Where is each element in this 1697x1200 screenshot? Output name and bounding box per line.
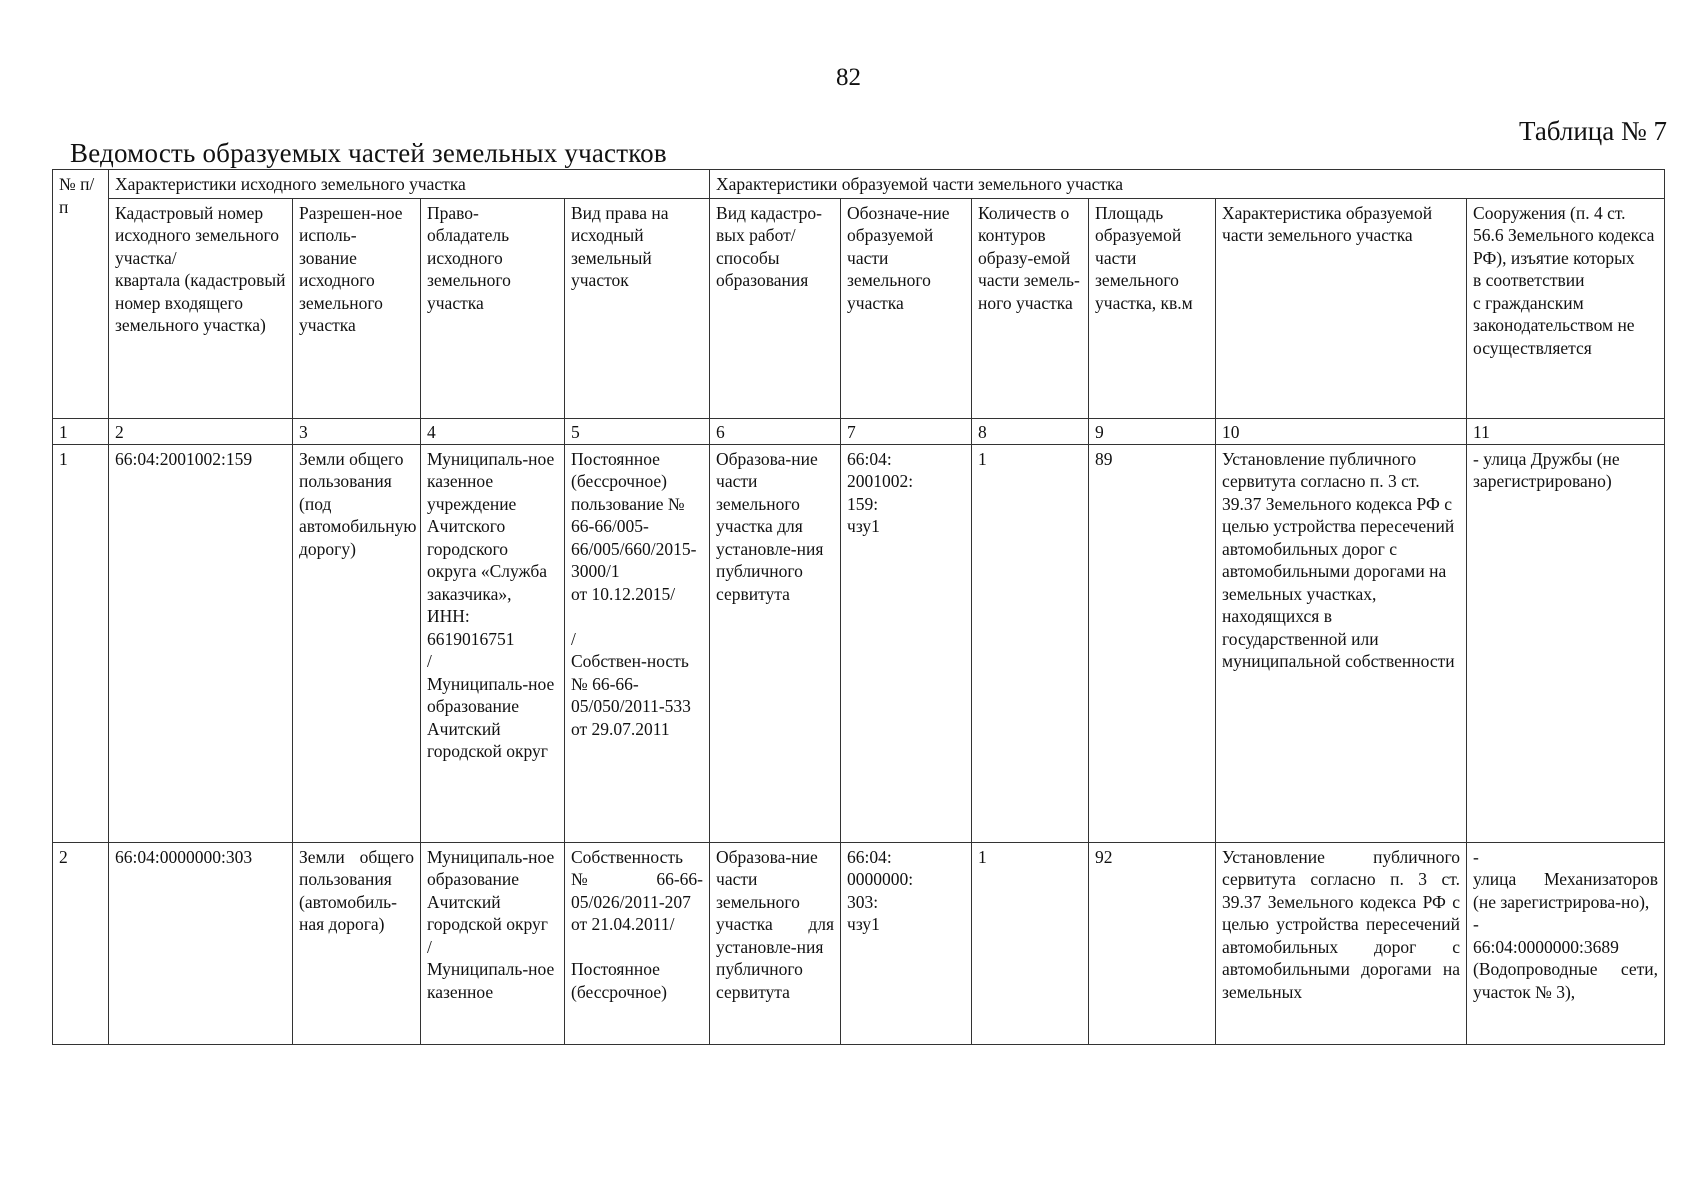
cadastral-works-text: Образова-ние части земельного участка для установле-ния публичного сервитута (716, 846, 835, 1002)
part-area (1089, 842, 1216, 1044)
structures: - улица Дружбы (не зарегистрировано) (1467, 444, 1665, 842)
part-designation-text: 66:04: 0000000: 303: чзу1 (847, 846, 914, 934)
page-number: 82 (836, 64, 861, 91)
header-source-group: Характеристики исходного земельного участка (109, 170, 710, 199)
document-title: Ведомость образуемых частей земельных участков (70, 138, 667, 168)
contours-count: 1 (972, 444, 1089, 842)
right-type-text: Собственность № 66-66-05/026/2011-207 от 21.04.2011/ Постоянное (бессрочное) (571, 846, 704, 1002)
col-number: 10 (1216, 418, 1467, 444)
right-holder: Муниципаль-ное казенное учреждение Ачитского городского округа «Служба заказчика», ИНН: 6619016751 / Муниципаль-ное образование Ачитский городской округ (421, 444, 565, 842)
col-number: 4 (421, 418, 565, 444)
cadastral-number-text: 66:04:0000000:303 (115, 846, 253, 867)
header-col-10: Характеристика образуемой части земельного участка (1216, 198, 1467, 418)
header-col-5: Вид права на исходный земельный участок (565, 198, 710, 418)
cadastral-number: 66:04:2001002:159 (109, 444, 293, 842)
part-designation: 66:04: 2001002: 159: чзу1 (841, 444, 972, 842)
col-number: 7 (841, 418, 972, 444)
cadastral-works (710, 842, 841, 1044)
part-area-text: 92 (1095, 846, 1113, 867)
col-number: 9 (1089, 418, 1216, 444)
contours-count-text: 1 (978, 846, 987, 867)
cadastral-works: Образова-ние части земельного участка для установле-ния публичного сервитута (710, 444, 841, 842)
header-columns-row (53, 198, 1665, 418)
row-num-text: 2 (59, 846, 68, 867)
part-designation (841, 842, 972, 1044)
col-number: 5 (565, 418, 710, 444)
header-group-row (53, 170, 1665, 199)
part-characteristic: Установление публичного сервитута согласно п. 3 ст. 39.37 Земельного кодекса РФ с целью устройства пересечений автомобильных дорог с автомобильными дорогами на земельных участках, находящихся в государственной или муниципальной собственности (1216, 444, 1467, 842)
header-col-3: Разрешен-ное исполь-зование исходного земельного участка (293, 198, 421, 418)
permitted-use-text: Земли общего пользования (автомобиль-ная дорога) (299, 846, 414, 934)
part-area: 89 (1089, 444, 1216, 842)
table-row (53, 842, 1665, 1044)
col-number: 6 (710, 418, 841, 444)
part-characteristic-text: Установление публичного сервитута согласно п. 3 ст. 39.37 Земельного кодекса РФ с целью устройства пересечений автомобильных дорог с автомобильными дорогами на земельных (1222, 846, 1461, 1002)
structures (1467, 842, 1665, 1044)
row-num: 1 (53, 444, 109, 842)
header-col-9: Площадь образуемой части земельного участка, кв.м (1089, 198, 1216, 418)
col-number: 11 (1467, 418, 1665, 444)
contours-count (972, 842, 1089, 1044)
land-parts-table (52, 169, 1665, 1045)
part-characteristic (1216, 842, 1467, 1044)
col-number: 1 (53, 418, 109, 444)
col-number: 2 (109, 418, 293, 444)
header-col-8: Количеств о контуров образу-емой части земель-ного участка (972, 198, 1089, 418)
header-col-2: Кадастровый номер исходного земельного участка/ квартала (кадастровый номер входящего земельного участка) (109, 198, 293, 418)
right-type (565, 842, 710, 1044)
header-formed-group: Характеристики образуемой части земельного участка (710, 170, 1665, 199)
column-number-row (53, 418, 1665, 444)
header-col-11: Сооружения (п. 4 ст. 56.6 Земельного кодекса РФ), изъятие которых в соответствии с гражданским законодательством не осуществляется (1467, 198, 1665, 418)
header-col-4: Право-обладатель исходного земельного участка (421, 198, 565, 418)
header-col-6: Вид кадастро-вых работ/ способы образования (710, 198, 841, 418)
right-holder-text: Муниципаль-ное образование Ачитский городской округ / Муниципаль-ное казенное (427, 846, 555, 1002)
header-col-7: Обозначе-ние образуемой части земельного участка (841, 198, 972, 418)
header-num: № п/п (53, 170, 109, 419)
col-number: 8 (972, 418, 1089, 444)
permitted-use (293, 842, 421, 1044)
table-label: Таблица № 7 (1519, 116, 1667, 146)
right-type: Постоянное (бессрочное) пользование № 66-66/005-66/005/660/2015-3000/1 от 10.12.2015/ / Собствен-ность № 66-66-05/050/2011-533 от 29.07.2011 (565, 444, 710, 842)
cadastral-number (109, 842, 293, 1044)
table-row (53, 444, 1665, 842)
structures-text: - улица Механизаторов (не зарегистрирова-но), - 66:04:0000000:3689 (Водопроводные сети, участок № 3), (1473, 846, 1659, 1002)
permitted-use: Земли общего пользования (под автомобильную дорогу) (293, 444, 421, 842)
row-num (53, 842, 109, 1044)
col-number: 3 (293, 418, 421, 444)
right-holder (421, 842, 565, 1044)
